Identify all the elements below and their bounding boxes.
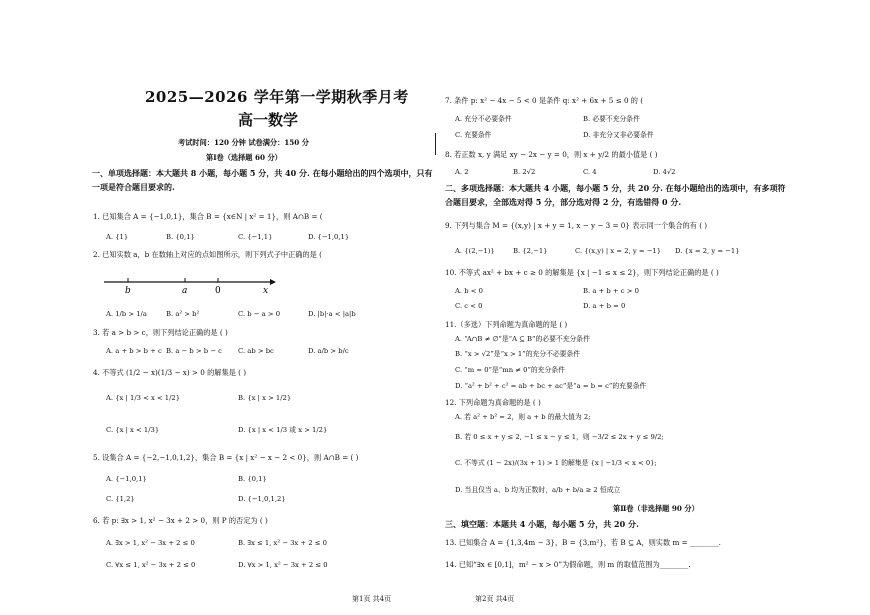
q2-option-b: B. a² > b² — [166, 310, 200, 318]
q9-option-d: D. {x = 2, y = −1} — [675, 247, 740, 255]
q4-option-c: C. {x | x < 1/3} — [106, 426, 160, 434]
question-11: 11.（多选）下列命题为真命题的是 ( ) — [445, 320, 568, 329]
section-1-instructions: 一、单项选择题：本大题共 8 小题，每小题 5 分，共 40 分. 在每小题给出的四个选项中，只有 — [92, 168, 433, 178]
q8-option-a: A. 2 — [455, 168, 469, 176]
volume-1-heading: 第Ⅰ卷（选择题 60 分） — [206, 153, 282, 162]
question-6: 6. 若 p: ∃x > 1, x² − 3x + 2 > 0，则 P 的否定为 ( ) — [93, 516, 268, 525]
q5-option-b: B. {0,1} — [238, 475, 267, 483]
q12-option-d: D. 当且仅当 a、b 均为正数时，a/b + b/a ≥ 2 恒成立 — [455, 486, 621, 494]
q9-option-c: C. {(x,y) | x = 2, y = −1} — [575, 247, 662, 255]
q10-option-c: C. c < 0 — [455, 302, 483, 310]
q11-option-a: A. “A∩B ≠ ∅”是“A ⊆ B”的必要不充分条件 — [455, 335, 590, 343]
q1-option-d: D. {−1,0,1} — [308, 233, 350, 241]
q4-option-b: B. {x | x > 1/2} — [238, 394, 292, 402]
q10-option-a: A. b < 0 — [455, 287, 483, 295]
q12-option-c: C. 不等式 (1 − 2x)/(3x + 1) > 1 的解集是 {x | −1/3 < x < 0}; — [455, 459, 657, 467]
question-12: 12. 下列命题为真命题的是 ( ) — [445, 398, 541, 407]
q4-option-a: A. {x | 1/3 < x < 1/2} — [106, 394, 181, 402]
question-3: 3. 若 a > b > c，则下列结论正确的是 ( ) — [93, 328, 228, 337]
q10-option-d: D. a + b = 0 — [583, 302, 626, 310]
q7-option-c: C. 充要条件 — [455, 131, 492, 139]
q2-option-c: C. b − a > 0 — [238, 310, 281, 318]
question-4: 4. 不等式 (1/2 − x)(1/3 − x) > 0 的解集是 ( ) — [93, 368, 247, 377]
q5-option-a: A. {−1,0,1} — [106, 475, 147, 483]
number-line-figure — [100, 270, 280, 294]
q5-option-c: C. {1,2} — [106, 495, 135, 503]
q12-option-b: B. 若 0 ≤ x + y ≤ 2, −1 ≤ x − y ≤ 1，则 −3/2 ≤ 2x + y ≤ 9/2; — [455, 433, 664, 441]
q9-option-b: B. {2,−1} — [513, 247, 548, 255]
q3-option-b: B. a − b > b − c — [166, 347, 222, 355]
q5-option-d: D. {−1,0,1,2} — [238, 495, 286, 503]
q2-option-d: D. |b|·a < |a|b — [308, 310, 356, 318]
q2-option-a: A. 1/b > 1/a — [106, 310, 147, 318]
question-5: 5. 设集合 A = {−2,−1,0,1,2}，集合 B = {x | x² − x − 2 < 0}，则 A∩B = ( ) — [93, 453, 359, 462]
exam-info: 考试时间：120 分钟 试卷满分：150 分 — [178, 138, 309, 147]
section-3-instructions: 三、填空题：本题共 4 小题，每小题 5 分，共 20 分. — [445, 519, 639, 529]
question-14: 14. 已知“∃x ∈ [0,1]，m² − x > 0”为假命题，则 m 的取值范围为________. — [445, 560, 691, 569]
subject-title: 高一数学 — [238, 111, 299, 129]
page-1-footer: 第1页 共4页 — [352, 595, 392, 603]
q12-option-a: A. 若 a² + b² = 2，则 a + b 的最大值为 2; — [455, 413, 591, 421]
q1-option-a: A. {1} — [106, 233, 129, 241]
q8-option-d: D. 4√2 — [653, 168, 676, 176]
question-7: 7. 条件 p: x² − 4x − 5 < 0 是条件 q: x² + 6x + 5 ≤ 0 的 ( — [445, 96, 644, 105]
q6-option-c: C. ∀x ≤ 1, x² − 3x + 2 ≤ 0 — [106, 561, 196, 569]
q10-option-b: B. a + b + c > 0 — [583, 287, 639, 295]
q3-option-c: C. ab > bc — [238, 347, 274, 355]
right-page — [435, 0, 870, 615]
q7-option-d: D. 非充分又非必要条件 — [583, 131, 654, 139]
label-zero: 0 — [215, 286, 221, 294]
q6-option-d: D. ∀x > 1, x² − 3x + 2 ≤ 0 — [238, 561, 328, 569]
q8-option-c: C. 4 — [583, 168, 597, 176]
question-1: 1. 已知集合 A = {−1,0,1}，集合 B = {x∈N | x² = 1}，则 A∩B = ( — [93, 212, 323, 221]
q7-option-a: A. 充分不必要条件 — [455, 115, 512, 123]
q6-option-b: B. ∃x ≤ 1, x² − 3x + 2 ≤ 0 — [238, 539, 327, 547]
q3-option-a: A. a + b > b + c — [106, 347, 162, 355]
q7-option-b: B. 必要不充分条件 — [583, 115, 640, 123]
question-8: 8. 若正数 x, y 满足 xy − 2x − y = 0，则 x + y/2 的最小值是 ( ) — [445, 150, 658, 159]
q9-option-a: A. {(2,−1)} — [455, 247, 495, 255]
label-a: a — [182, 286, 188, 294]
q8-option-b: B. 2√2 — [513, 168, 536, 176]
question-9: 9. 下列与集合 M = {(x,y) | x + y = 1, x − y − 3 = 0} 表示同一个集合的有 ( ) — [445, 221, 708, 230]
q11-option-c: C. “m = 0”是“mn ≠ 0”的充分条件 — [455, 366, 565, 374]
label-b: b — [125, 286, 131, 294]
section-2-instructions-cont: 合题目要求，全部选对得 5 分，部分选对得 2 分，有选错得 0 分. — [445, 197, 682, 207]
q4-option-d: D. {x | x < 1/3 或 x > 1/2} — [238, 426, 328, 434]
q11-option-b: B. “x > √2”是“x > 1”的充分不必要条件 — [455, 350, 581, 358]
q1-option-b: B. {0,1} — [166, 233, 195, 241]
q6-option-a: A. ∃x > 1, x² − 3x + 2 ≤ 0 — [106, 539, 195, 547]
question-13: 13. 已知集合 A = {1,3,4m − 3}，B = {3,m²}，若 B ⊆ A，则实数 m = ________. — [445, 538, 721, 547]
q11-option-d: D. “a² + b² + c² = ab + bc + ac”是“a = b = c”的充要条件 — [455, 382, 647, 390]
q1-option-c: C. {−1,1} — [238, 233, 273, 241]
page-2-footer: 第2页 共4页 — [475, 595, 515, 603]
label-x: x — [263, 286, 269, 294]
q3-option-d: D. a/b > b/c — [308, 347, 349, 355]
question-2: 2. 已知实数 a，b 在数轴上对应的点如图所示，则下列式子中正确的是 ( — [93, 250, 322, 259]
section-1-instructions-cont: 一项是符合题目要求的. — [92, 182, 175, 192]
question-10: 10. 不等式 ax² + bx + c ≥ 0 的解集是 {x | −1 ≤ x ≤ 2}，则下列结论正确的是 ( ) — [445, 268, 719, 277]
exam-title: 2025—2026 学年第一学期秋季月考 — [145, 88, 409, 106]
section-2-instructions: 二、多项选择题：本大题共 4 小题，每小题 5 分，共 20 分. 在每小题给出的选项中，有多项符 — [445, 183, 786, 193]
number-line-arrow — [270, 279, 276, 285]
volume-2-heading: 第Ⅱ卷（非选择题 90 分） — [613, 504, 699, 513]
